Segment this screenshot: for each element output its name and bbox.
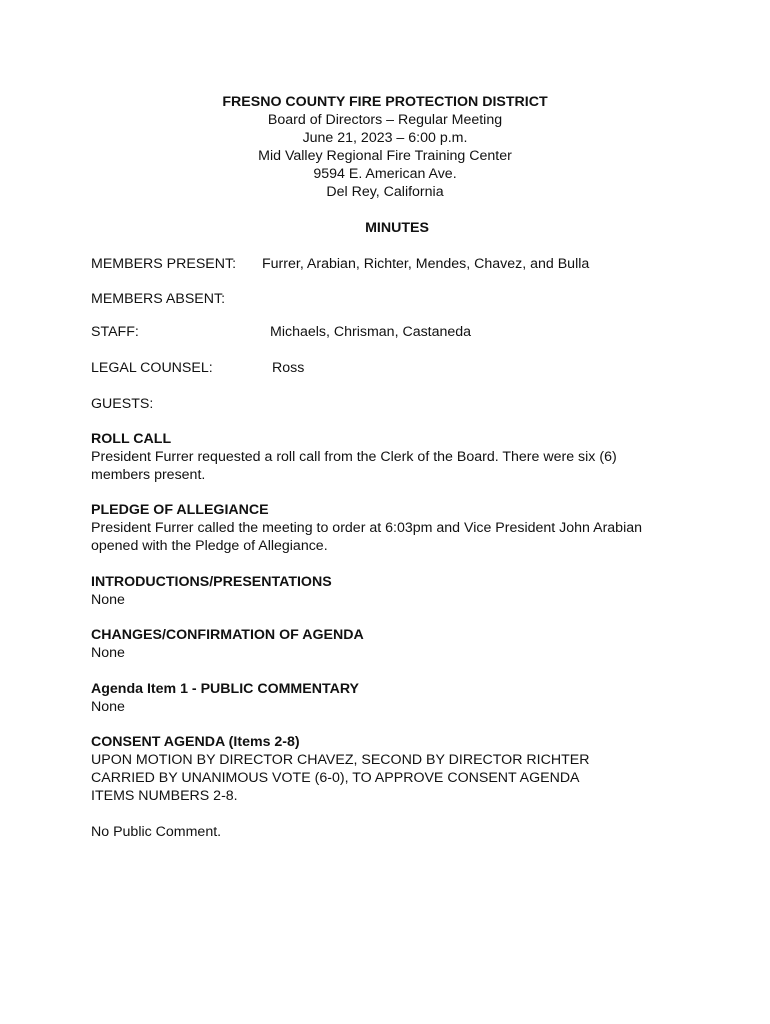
pledge-title: PLEDGE OF ALLEGIANCE [91, 502, 269, 518]
consent-agenda-text-line: UPON MOTION BY DIRECTOR CHAVEZ, SECOND BY DIRECTOR RICHTER [91, 752, 590, 768]
guests-label: GUESTS: [91, 396, 154, 412]
agenda-item-1-section [91, 680, 691, 716]
pledge-text-line: opened with the Pledge of Allegiance. [91, 538, 328, 554]
roll-call-section [91, 430, 691, 484]
members-absent-row [91, 290, 225, 308]
members-absent-label: MEMBERS ABSENT: [91, 291, 226, 307]
meeting-venue: Mid Valley Regional Fire Training Center [258, 148, 512, 164]
changes-section [91, 626, 691, 662]
roll-call-title: ROLL CALL [91, 431, 172, 447]
minutes-heading: MINUTES [365, 220, 429, 236]
roll-call-text-line: members present. [91, 467, 206, 483]
staff-label: STAFF: [91, 324, 139, 340]
agenda-item-1-text: None [91, 699, 125, 715]
document-header [0, 93, 770, 201]
introductions-section [91, 573, 691, 609]
public-comment-section [91, 823, 691, 841]
meeting-date: June 21, 2023 – 6:00 p.m. [302, 130, 468, 146]
members-present-value: Furrer, Arabian, Richter, Mendes, Chavez, and Bulla [262, 256, 590, 272]
staff-value: Michaels, Chrisman, Castaneda [270, 324, 472, 340]
consent-agenda-title: CONSENT AGENDA (Items 2-8) [91, 734, 300, 750]
consent-agenda-text-line: ITEMS NUMBERS 2-8. [91, 788, 238, 804]
org-title: FRESNO COUNTY FIRE PROTECTION DISTRICT [222, 94, 548, 110]
pledge-section [91, 501, 691, 555]
meeting-type: Board of Directors – Regular Meeting [267, 112, 503, 128]
agenda-item-1-title: Agenda Item 1 - PUBLIC COMMENTARY [91, 681, 359, 697]
roll-call-text-line: President Furrer requested a roll call from the Clerk of the Board. There were six (6) [91, 449, 617, 465]
introductions-title: INTRODUCTIONS/PRESENTATIONS [91, 574, 332, 590]
legal-counsel-value: Ross [272, 360, 305, 376]
consent-agenda-section [91, 733, 691, 805]
pledge-text-line: President Furrer called the meeting to order at 6:03pm and Vice President John Arabian [91, 520, 643, 536]
guests-row [91, 395, 153, 413]
public-comment-text: No Public Comment. [91, 824, 222, 840]
staff-row [91, 323, 472, 341]
venue-address: 9594 E. American Ave. [313, 166, 457, 182]
consent-agenda-text-line: CARRIED BY UNANIMOUS VOTE (6-0), TO APPROVE CONSENT AGENDA [91, 770, 580, 786]
legal-counsel-label: LEGAL COUNSEL: [91, 360, 213, 376]
members-present-label: MEMBERS PRESENT: [91, 256, 237, 272]
venue-city: Del Rey, California [326, 184, 444, 200]
changes-title: CHANGES/CONFIRMATION OF AGENDA [91, 627, 364, 643]
changes-text: None [91, 645, 125, 661]
introductions-text: None [91, 592, 125, 608]
legal-counsel-row [91, 359, 305, 377]
members-present-row [91, 255, 590, 273]
